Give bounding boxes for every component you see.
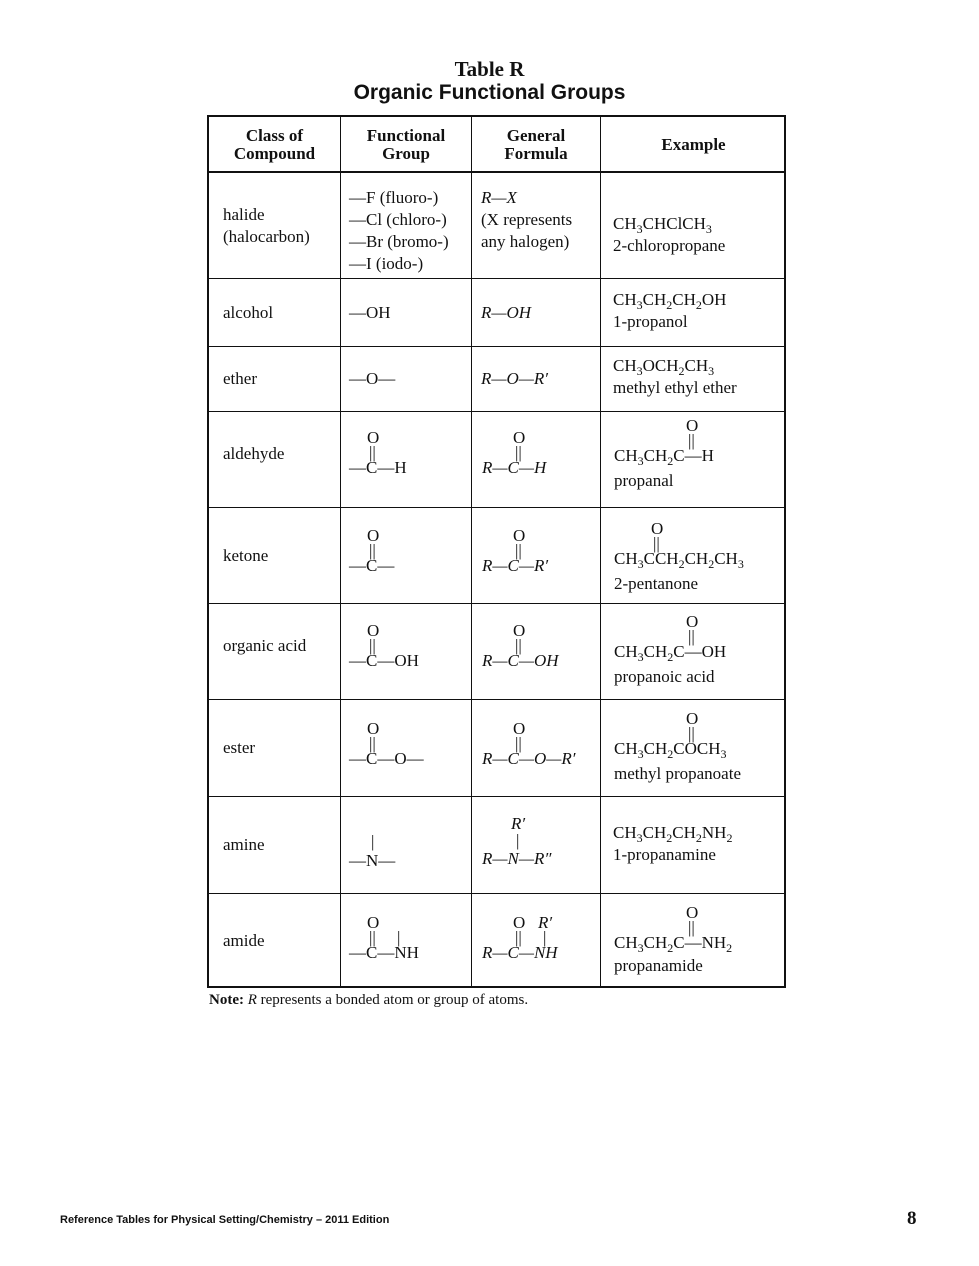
table-row-ester-formula: O || R—C—O—R′: [482, 719, 576, 768]
group-text: —C—O—: [349, 749, 424, 768]
example-name: 1-propanamine: [613, 845, 716, 864]
table-row-aldehyde-formula: O || R—C—H: [482, 428, 547, 477]
example-name: methyl ethyl ether: [613, 378, 737, 397]
formula-text: R—N—R″: [482, 849, 552, 868]
group-text: —C—H: [349, 458, 407, 477]
table-row-ester-example: O || $CH_3CH_2COCH_3$ methyl propanoate: [614, 709, 741, 783]
header-text: Class of: [245, 126, 304, 145]
table-row-ester-class: ester: [223, 738, 256, 757]
table-row-ether-example: [613, 355, 785, 399]
table-row-amide-class: amide: [223, 931, 265, 950]
table-row-organic-acid-group: O || —C—OH: [349, 621, 419, 670]
functional-groups-table: [207, 115, 786, 988]
group-text: —Br (bromo-): [349, 232, 449, 251]
table-row-ketone-formula: O || R—C—R′: [482, 526, 549, 575]
column-divider: [340, 117, 341, 986]
class-name: (halocarbon): [223, 226, 310, 246]
table-row-alcohol-group: —OH: [349, 302, 391, 322]
example-name: methyl propanoate: [614, 764, 741, 783]
page-number: 8: [907, 1208, 917, 1229]
formula-text: R—X: [481, 188, 517, 207]
note-r-symbol: R represents a bonded atom or group of atoms.: [247, 992, 529, 1008]
table-row-aldehyde-example: O || $CH_3CH_2C—H$ propanal: [614, 416, 714, 490]
example-formula: $CH_3CH_2CH_2NH_2$: [613, 823, 733, 845]
header-text: Group: [382, 144, 430, 163]
header-general-formula: [472, 117, 600, 173]
formula-text: (X represents: [481, 210, 573, 229]
table-row-ketone-example: O || $CH_3CCH_2CH_2CH_3$ 2-pentanone: [614, 519, 744, 593]
table-row-ester-group: O || —C—O—: [349, 719, 424, 768]
header-text: Compound: [233, 144, 316, 163]
table-row-amide-group: O || | —C—NH: [349, 913, 419, 962]
example-formula: $CH_3CH_2COCH_3$: [614, 739, 727, 761]
example-formula: $CH_3OCH_2CH_3$: [613, 356, 715, 378]
example-name: 1-propanol: [613, 312, 688, 331]
class-name: halide: [223, 204, 265, 224]
table-row-amide-example: O || $CH_3CH_2C—NH_2$ propanamide: [614, 903, 733, 975]
group-text: —C—: [349, 556, 395, 575]
formula-text: any halogen): [481, 232, 570, 251]
formula-text: R—C—NH: [482, 943, 558, 962]
example-name: propanoic acid: [614, 667, 715, 686]
group-text: —C—OH: [349, 651, 419, 670]
header-functional-group: [341, 117, 471, 173]
formula-text: R—C—O—R′: [482, 749, 576, 768]
group-text: —Cl (chloro-): [349, 210, 447, 229]
formula-top: R′: [538, 913, 553, 932]
footer-source: Reference Tables for Physical Setting/Chemistry – 2011 Edition: [60, 1214, 390, 1226]
header-class-of-compound: [209, 117, 340, 173]
formula-text: R—C—H: [482, 458, 547, 477]
header-text: General: [506, 126, 566, 145]
example-formula: $CH_3CHClCH_3$: [613, 214, 712, 236]
example-name: propanamide: [614, 956, 703, 975]
example-name: 2-pentanone: [614, 574, 699, 593]
table-row-halide-group: [349, 187, 473, 275]
table-row-ether-group: —O—: [349, 369, 396, 388]
table-row-amide-formula: O R′ || | R—C—NH: [482, 913, 558, 962]
table-note: [209, 992, 528, 1009]
table-row-aldehyde-group: O || —C—H: [349, 428, 407, 477]
table-row-ether-class: ether: [223, 369, 257, 388]
note-label: Note:: [209, 992, 244, 1008]
table-row-amine-example: [613, 822, 785, 866]
page-title: Table R: [454, 57, 525, 81]
example-formula: $CH_3CH_2CH_2OH$: [613, 290, 727, 312]
header-text: Functional: [366, 126, 446, 145]
page-subtitle: Organic Functional Groups: [353, 81, 626, 104]
header-example: [601, 117, 786, 173]
table-row-amine-class: amine: [223, 835, 265, 854]
table-row-ketone-group: O || —C—: [349, 526, 395, 575]
header-text: Example: [661, 135, 726, 154]
group-text: —I (iodo-): [349, 254, 424, 273]
table-row-aldehyde-class: aldehyde: [223, 444, 285, 463]
table-row-alcohol-formula: R—OH: [481, 302, 532, 322]
header-text: Formula: [504, 144, 568, 163]
table-row-ketone-class: ketone: [223, 545, 269, 565]
table-row-halide-formula: [481, 187, 601, 253]
example-name: 2-chloropropane: [613, 236, 726, 255]
table-row-ether-formula: R—O—R′: [481, 369, 548, 388]
example-formula: $CH_3CH_2C—NH_2$: [614, 933, 733, 955]
group-text: —N—: [349, 851, 396, 870]
group-text: —C—NH: [349, 943, 419, 962]
formula-text: R—C—R′: [482, 556, 549, 575]
table-row-organic-acid-formula: O || R—C—OH: [482, 621, 559, 670]
table-row-organic-acid-class: organic acid: [223, 636, 307, 655]
table-row-amine-formula: R′ | R—N—R″: [482, 814, 552, 868]
group-text: —F (fluoro-): [349, 188, 439, 207]
table-row-organic-acid-example: O || $CH_3CH_2C—OH$ propanoic acid: [614, 612, 727, 686]
formula-text: R—C—OH: [482, 651, 559, 670]
table-row-alcohol-example: [613, 289, 785, 333]
example-formula: $CH_3CH_2C—H$: [614, 446, 714, 468]
example-name: propanal: [614, 471, 674, 490]
table-row-halide-class: [223, 173, 339, 278]
example-formula: $CH_3CH_2C—OH$: [614, 642, 727, 664]
example-formula: $CH_3CCH_2CH_2CH_3$: [614, 549, 744, 571]
table-row-halide-example: [613, 213, 785, 257]
table-row-amine-group: | —N—: [349, 832, 396, 870]
table-row-alcohol-class: alcohol: [223, 302, 274, 322]
formula-top: R′: [511, 814, 526, 833]
